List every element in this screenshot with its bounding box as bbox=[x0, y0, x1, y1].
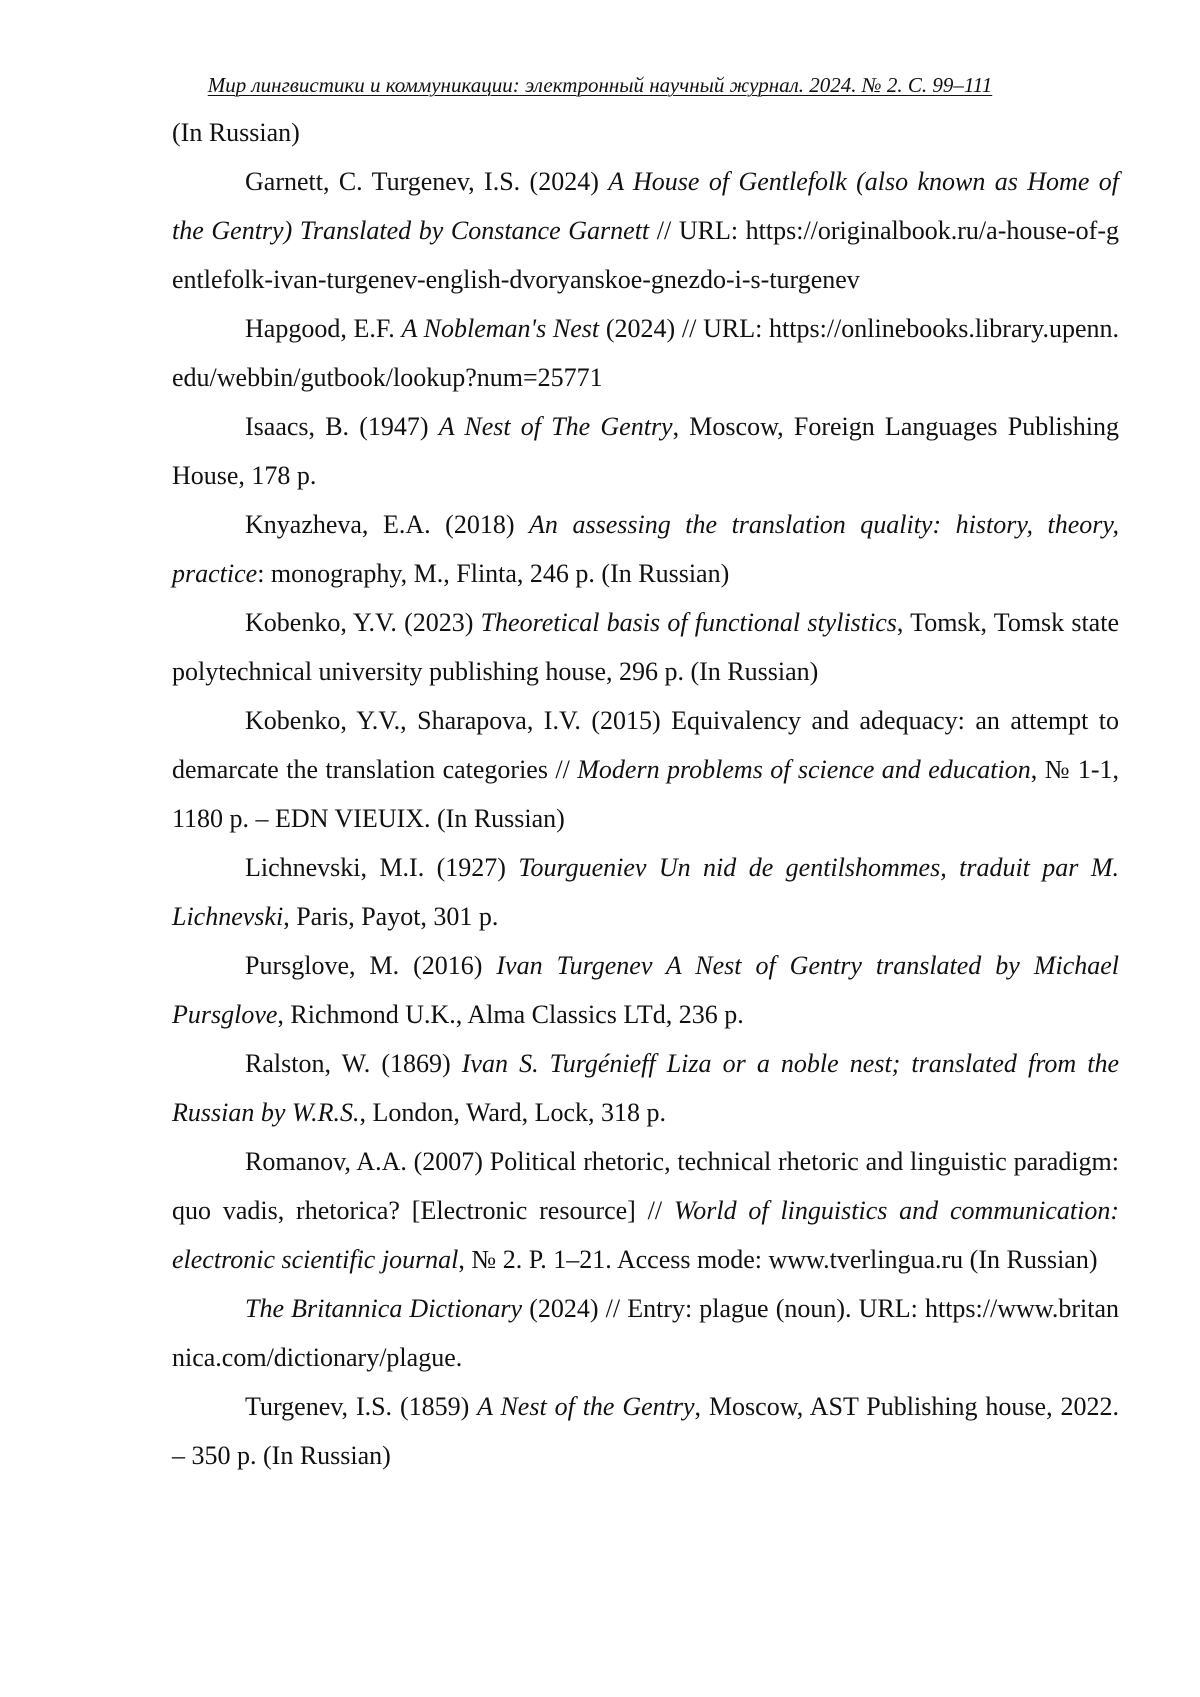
reference-title: Ivan Turgenev A Nest of Gentry translated by Michael Pursglove bbox=[172, 951, 1120, 1029]
reference-authors: Ralston, W. (1869) bbox=[245, 1049, 462, 1078]
reference-details: , № 2. P. 1–21. Access mode: www.tverlingua.ru (In Russian) bbox=[458, 1245, 1098, 1274]
continued-entry-tail: (In Russian) bbox=[172, 118, 300, 147]
reference-details: , Richmond U.K., Alma Classics LTd, 236 p. bbox=[277, 1000, 744, 1029]
reference-authors: Hapgood, E.F. bbox=[245, 314, 402, 343]
reference-details: (2024) // Entry: plague (noun). URL: https://www.britannica.com/dictionary/plague. bbox=[172, 1294, 1120, 1372]
reference-entry bbox=[172, 500, 1119, 598]
reference-details: : monography, M., Flinta, 246 p. (In Russian) bbox=[257, 559, 730, 588]
reference-authors: Turgenev, I.S. (1859) bbox=[245, 1392, 478, 1421]
reference-entry bbox=[172, 304, 1119, 402]
reference-title: World of linguistics and communication: electronic scientific journal bbox=[172, 1196, 1119, 1274]
reference-authors: Romanov, A.A. (2007) Political rhetoric, technical rhetoric and linguistic paradigm: quo vadis, rhetorica? [Electronic resource] // bbox=[172, 1147, 1119, 1225]
reference-title: Theoretical basis of functional stylistics bbox=[480, 608, 897, 637]
reference-entry bbox=[172, 843, 1119, 941]
reference-authors: Kobenko, Y.V. (2023) bbox=[245, 608, 481, 637]
reference-details: , Paris, Payot, 301 p. bbox=[283, 902, 499, 931]
reference-details: (2024) // URL: https://onlinebooks.library.upenn.edu/webbin/gutbook/lookup?num=25771 bbox=[172, 314, 1120, 392]
reference-entry bbox=[172, 1382, 1119, 1480]
reference-title: A Nobleman's Nest bbox=[401, 314, 600, 343]
reference-entry bbox=[172, 1039, 1119, 1137]
reference-details: , London, Ward, Lock, 318 p. bbox=[359, 1098, 667, 1127]
reference-details: , Moscow, Foreign Languages Publishing House, 178 p. bbox=[172, 412, 1119, 490]
reference-entry bbox=[172, 157, 1119, 304]
reference-entry bbox=[172, 696, 1119, 843]
reference-details: , Tomsk, Tomsk state polytechnical university publishing house, 296 p. (In Russian) bbox=[172, 608, 1119, 686]
reference-authors: Kobenko, Y.V., Sharapova, I.V. (2015) Equivalency and adequacy: an attempt to demarcate the translation categories // bbox=[172, 706, 1119, 784]
reference-title: A House of Gentlefolk (also known as Home of the Gentry) Translated by Constance Garnett bbox=[172, 167, 1119, 245]
reference-title: Tourgueniev Un nid de gentilshommes, traduit par M. Lichnevski bbox=[172, 853, 1120, 931]
reference-authors: Knyazheva, E.A. (2018) bbox=[245, 510, 530, 539]
reference-authors: Lichnevski, M.I. (1927) bbox=[245, 853, 519, 882]
reference-title: A Nest of The Gentry bbox=[438, 412, 673, 441]
reference-title: Modern problems of science and education bbox=[577, 755, 1031, 784]
reference-entry bbox=[172, 402, 1119, 500]
reference-title: An assessing the translation quality: history, theory, practice bbox=[172, 510, 1119, 588]
reference-list bbox=[172, 108, 1119, 1480]
reference-title: A Nest of the Gentry bbox=[477, 1392, 695, 1421]
reference-authors: Pursglove, M. (2016) bbox=[245, 951, 497, 980]
reference-entry bbox=[172, 1284, 1119, 1382]
reference-entry bbox=[172, 598, 1119, 696]
reference-entry bbox=[172, 1137, 1119, 1284]
reference-entry bbox=[172, 941, 1119, 1039]
reference-details: , Moscow, AST Publishing house, 2022. – 350 p. (In Russian) bbox=[172, 1392, 1119, 1470]
reference-details: // URL: https://originalbook.ru/a-house-of-gentlefolk-ivan-turgenev-english-dvoryanskoe-gnezdo-i-s-turgenev bbox=[172, 216, 1119, 294]
reference-authors: Garnett, C. Turgenev, I.S. (2024) bbox=[245, 167, 609, 196]
reference-authors: Isaacs, B. (1947) bbox=[245, 412, 439, 441]
reference-title: Ivan S. Turgénieff Liza or a noble nest; translated from the Russian by W.R.S. bbox=[172, 1049, 1120, 1127]
reference-details: , № 1-1, 1180 p. – EDN VIEUIX. (In Russian) bbox=[172, 755, 1119, 833]
reference-title: The Britannica Dictionary bbox=[245, 1294, 523, 1323]
journal-citation: Мир лингвистики и коммуникации: электронный научный журнал. 2024. № 2. С. 99–111 bbox=[207, 73, 993, 97]
running-header bbox=[0, 71, 1200, 99]
